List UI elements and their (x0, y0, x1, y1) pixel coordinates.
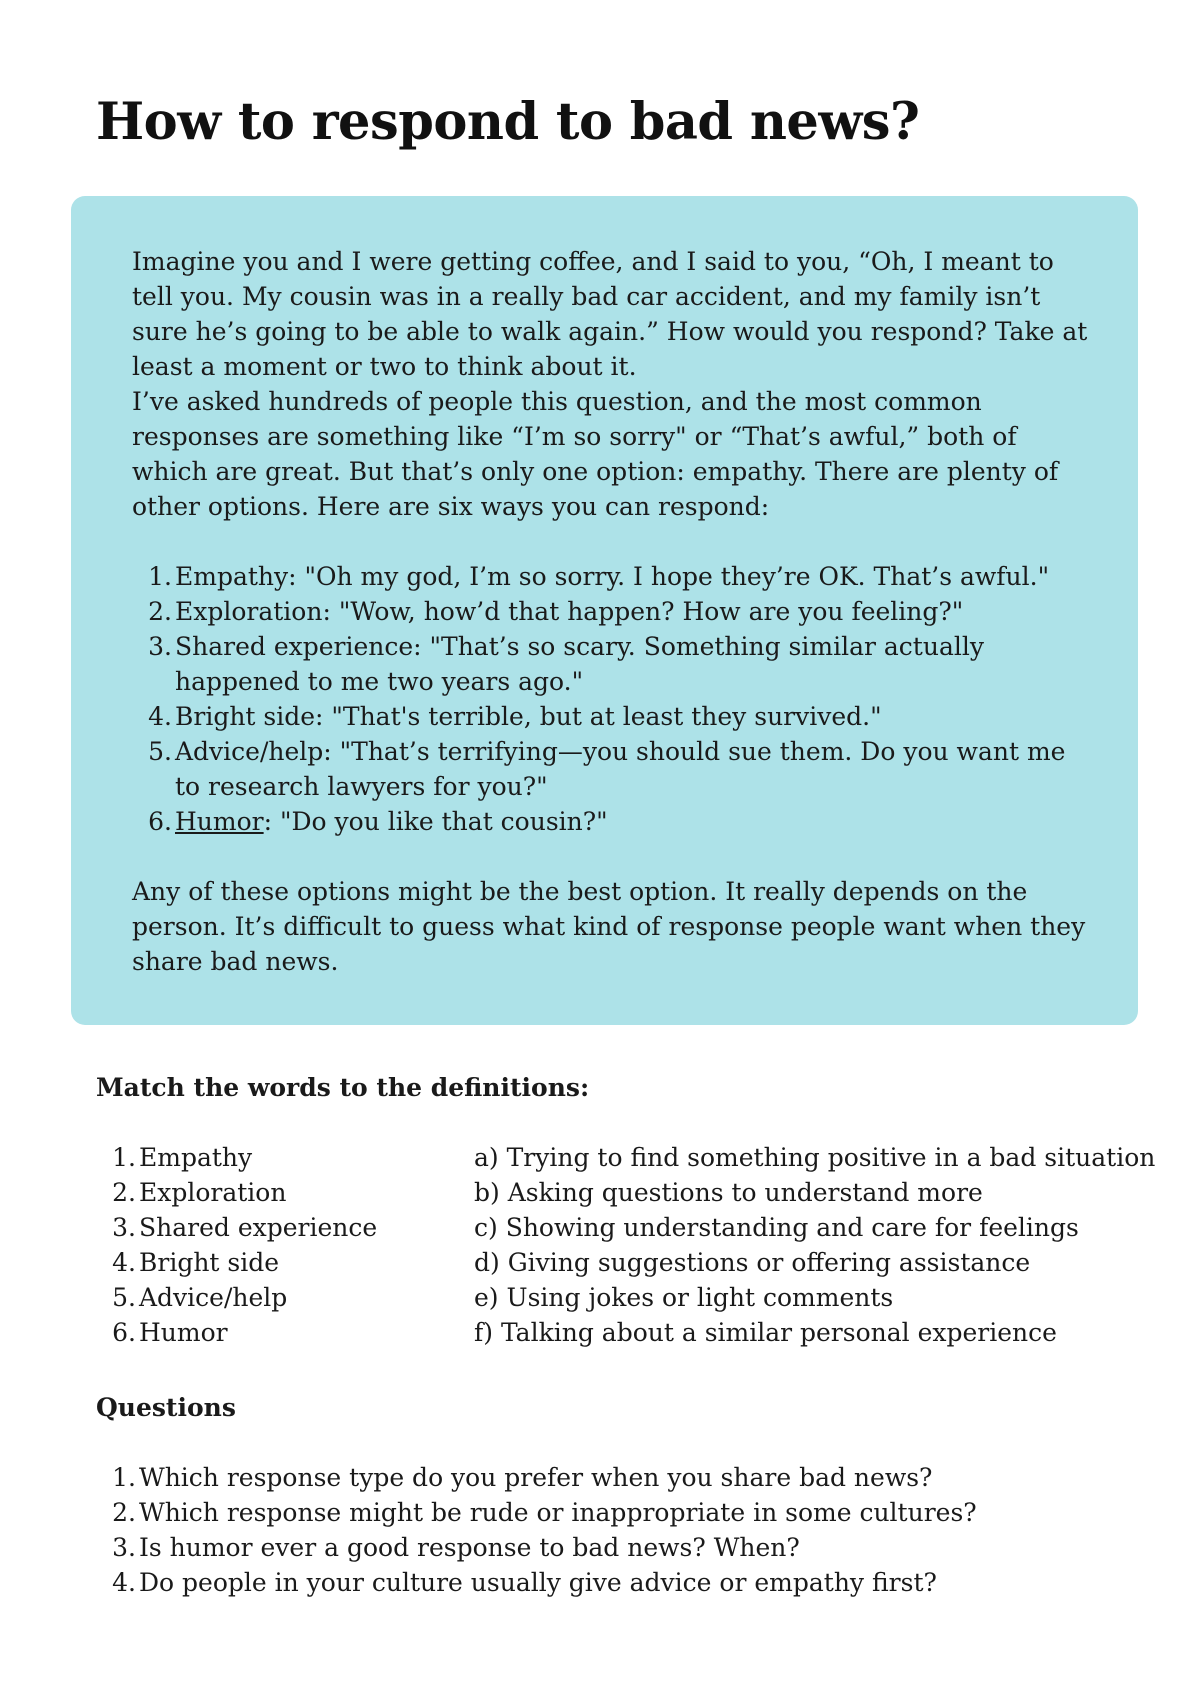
list-item: 2. Exploration (112, 1178, 287, 1207)
list-item: 2. Exploration: "Wow, how’d that happen? How are you feeling?" (148, 597, 964, 626)
humor-link[interactable]: Humor (175, 807, 264, 836)
reading-paragraph-3: Any of these options might be the best option. It really depends on the person. It’s difficult to guess what kind of response people want when they share bad news. (132, 877, 1086, 976)
questions-heading: Questions (96, 1393, 236, 1422)
reading-content (132, 244, 1092, 979)
list-item: 6. Humor (112, 1318, 228, 1347)
definition-item: d) Giving suggestions or offering assistance (474, 1248, 1031, 1277)
match-words-list (96, 1140, 456, 1350)
list-item: 1. Empathy (112, 1143, 253, 1172)
reading-paragraph-1: Imagine you and I were getting coffee, and I said to you, “Oh, I meant to tell you. My cousin was in a really bad car accident, and my family isn’t sure he’s going to be able to walk again.” How would you respond? Take at least a moment or two to think about it. (132, 247, 1088, 381)
list-item: 4. Do people in your culture usually give advice or empathy first? (112, 1568, 937, 1597)
list-item: 5. Advice/help: "That’s terrifying—you should sue them. Do you want me to research lawyers for you?" (148, 737, 1066, 801)
definition-item: f) Talking about a similar personal experience (474, 1318, 1057, 1347)
list-item: 4. Bright side: "That's terrible, but at least they survived." (148, 702, 882, 731)
reading-card (71, 196, 1138, 1025)
list-item: 5. Advice/help (112, 1283, 288, 1312)
questions-list (96, 1460, 1096, 1600)
match-heading: Match the words to the definitions: (96, 1073, 590, 1102)
list-item: 3. Is humor ever a good response to bad news? When? (112, 1533, 800, 1562)
list-item: 1. Which response type do you prefer when you share bad news? (112, 1463, 933, 1492)
reading-paragraph-2: I’ve asked hundreds of people this question, and the most common responses are something like “I’m so sorry" or “That’s awful,” both of which are great. But that’s only one option: empathy. There are plenty of other options. Here are six ways you can respond: (132, 387, 1059, 521)
response-options-list (132, 559, 1092, 839)
list-item: 6. Humor: "Do you like that cousin?" (148, 807, 608, 836)
list-item: 3. Shared experience (112, 1213, 378, 1242)
page-title: How to respond to bad news? (96, 92, 920, 152)
definition-item: a) Trying to find something positive in a bad situation (474, 1143, 1156, 1172)
list-item: 1. Empathy: "Oh my god, I’m so sorry. I hope they’re OK. That’s awful." (148, 562, 1050, 591)
definition-item: e) Using jokes or light comments (474, 1283, 894, 1312)
match-definitions-list (474, 1140, 1154, 1350)
definition-item: b) Asking questions to understand more (474, 1178, 983, 1207)
list-item: 2. Which response might be rude or inappropriate in some cultures? (112, 1498, 977, 1527)
list-item: 3. Shared experience: "That’s so scary. Something similar actually happened to me two years ago." (148, 632, 984, 696)
definition-item: c) Showing understanding and care for feelings (474, 1213, 1079, 1242)
list-item: 4. Bright side (112, 1248, 280, 1277)
